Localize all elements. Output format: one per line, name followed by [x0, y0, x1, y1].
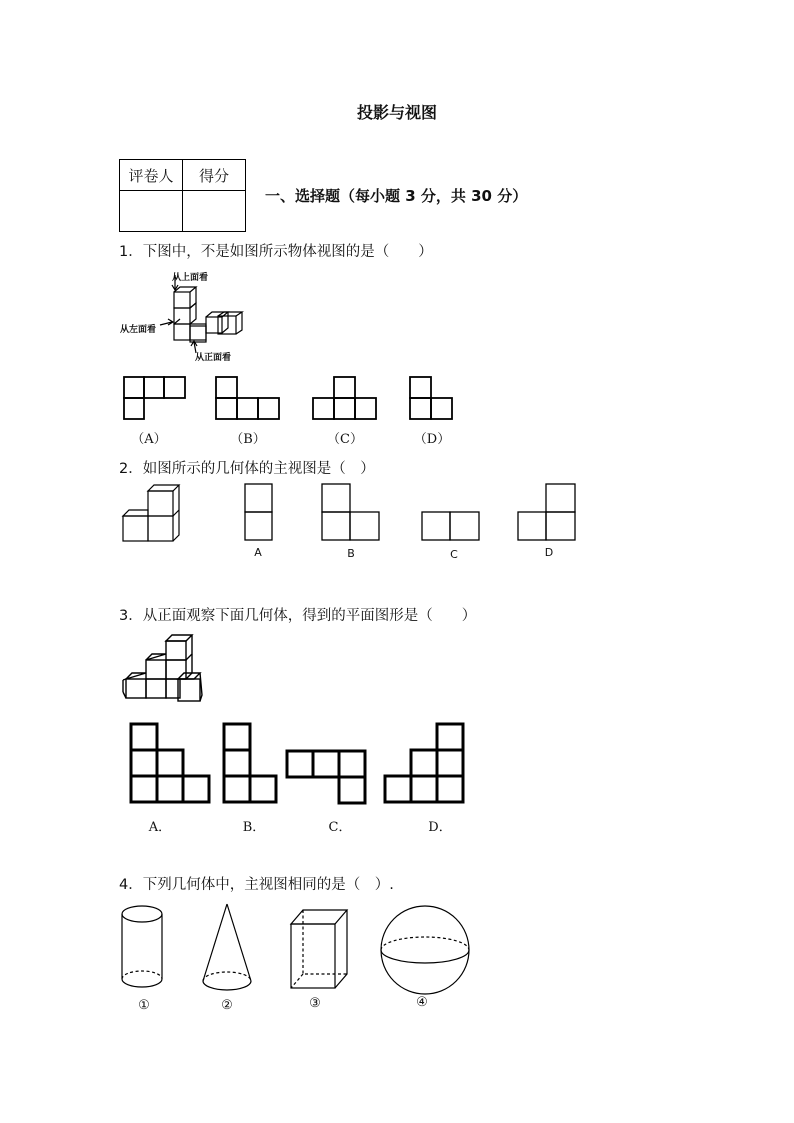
q2-option-b-label: B [347, 547, 355, 560]
q3-option-b-figure[interactable] [222, 722, 278, 804]
q1-label-front-view: 从正面看 [195, 353, 232, 363]
page-title: 投影与视图 [356, 103, 437, 122]
score-table [119, 159, 246, 232]
q4-cone-figure[interactable] [200, 903, 254, 995]
q2-option-c-figure[interactable] [421, 511, 481, 541]
q2-option-d-figure[interactable] [517, 483, 577, 541]
q4-sphere-figure[interactable] [379, 904, 471, 996]
q2-option-a-figure[interactable] [244, 483, 274, 541]
q1-option-a-figure[interactable] [123, 376, 187, 420]
score-table-grader-cell[interactable] [120, 191, 183, 232]
question-1-text: 1．下图中，不是如图所示物体视图的是（ ） [119, 244, 433, 260]
q3-solid-figure [122, 634, 204, 704]
q1-option-a-label: （A） [131, 432, 167, 447]
q3-option-c-figure[interactable] [285, 749, 367, 805]
q1-label-left-view: 从左面看 [120, 325, 157, 335]
q4-option-2-label: ② [221, 998, 233, 1013]
section-heading: 一、选择题（每小题 3 分，共 30 分） [265, 187, 528, 205]
q2-option-b-figure[interactable] [321, 483, 381, 541]
q3-option-a-label: A． [148, 820, 172, 835]
q4-option-1-label: ① [138, 998, 150, 1013]
q2-option-c-label: C [450, 548, 458, 561]
q1-option-b-label: （B） [230, 432, 266, 447]
question-2-text: 2．如图所示的几何体的主视图是（ ） [119, 461, 375, 477]
q2-option-a-label: A [254, 546, 262, 559]
q1-option-d-label: （D） [413, 432, 451, 447]
q1-option-c-figure[interactable] [312, 376, 378, 420]
q1-option-c-label: （C） [327, 432, 363, 447]
q3-option-d-label: D． [428, 820, 452, 835]
q4-cylinder-figure[interactable] [118, 903, 168, 993]
q3-option-c-label: C． [328, 820, 352, 835]
q2-solid-figure [122, 483, 184, 545]
q4-option-3-label: ③ [309, 996, 321, 1011]
q1-option-d-figure[interactable] [409, 376, 455, 420]
q4-prism-figure[interactable] [288, 908, 350, 992]
q3-option-a-figure[interactable] [129, 722, 211, 804]
q1-option-b-figure[interactable] [215, 376, 281, 420]
q3-option-d-figure[interactable] [383, 722, 465, 804]
q4-option-4-label: ④ [416, 995, 428, 1010]
question-4-text: 4．下列几何体中，主视图相同的是（ ）. [119, 877, 394, 893]
score-table-score-cell[interactable] [183, 191, 246, 232]
score-table-grader-header: 评卷人 [120, 160, 183, 191]
q3-option-b-label: B． [242, 820, 266, 835]
q1-label-top-view: 从上面看 [172, 273, 209, 283]
question-3-text: 3．从正面观察下面几何体，得到的平面图形是（ ） [119, 608, 477, 624]
score-table-score-header: 得分 [183, 160, 246, 191]
q2-option-d-label: D [544, 546, 554, 559]
